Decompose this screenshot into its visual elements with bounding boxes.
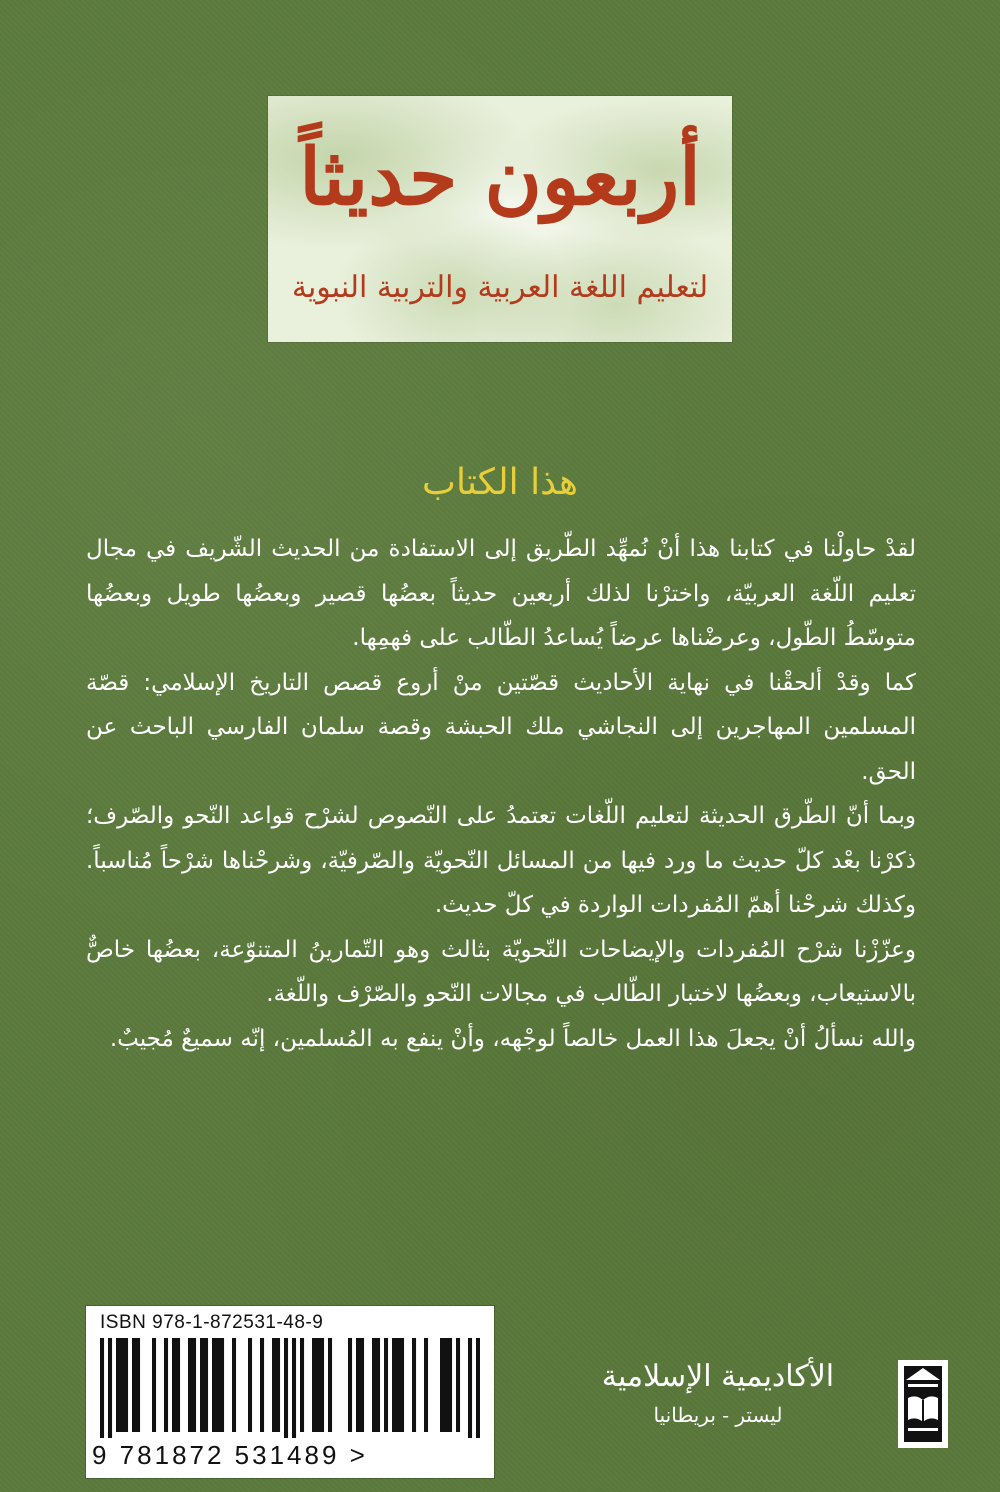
barcode-bar — [292, 1338, 296, 1438]
isbn-label: ISBN 978-1-872531-48-9 — [100, 1312, 324, 1333]
barcode-bar — [260, 1338, 264, 1432]
barcode-bar — [204, 1338, 208, 1432]
barcode-bar — [400, 1338, 404, 1432]
barcode-bar — [164, 1338, 168, 1432]
barcode-bar — [232, 1338, 236, 1432]
barcode-bar — [188, 1338, 192, 1432]
barcode-bar — [348, 1338, 352, 1432]
title-panel — [268, 96, 732, 342]
paragraph-1: لقدْ حاولْنا في كتابنا هذا أنْ نُمهِّد الطّريق إلى الاستفادة من الحديث الشّريف في مجال تعليم اللّغة العربيّة، واخترْنا لذلك أربعين حديثاً بعضُها قصير وبعضُها طويل وبعضُها متوسّطُ الطّول، وعرضْناها عرضاً يُساعدُ الطّالب على فهمِها. — [86, 536, 916, 651]
barcode-bar — [392, 1338, 396, 1432]
barcode-bar — [396, 1338, 400, 1432]
barcode-bar — [116, 1338, 120, 1432]
barcode-box — [86, 1306, 494, 1478]
barcode-bar — [132, 1338, 136, 1432]
barcode-bar — [444, 1338, 448, 1432]
barcode-bar — [328, 1338, 332, 1432]
barcode-bar — [276, 1338, 280, 1432]
publisher-block — [548, 1355, 888, 1465]
barcode-bar — [212, 1338, 216, 1432]
barcode-bar — [200, 1338, 204, 1432]
barcode-bars — [100, 1338, 480, 1438]
publisher-location: ليستر - بريطانيا — [653, 1403, 783, 1427]
barcode-bar — [272, 1338, 276, 1432]
barcode-bar — [172, 1338, 176, 1432]
barcode-bar — [376, 1338, 380, 1432]
paragraph-4: وعزّزْنا شرْح المُفردات والإيضاحات النّحويّة بثالث وهو التّمارينُ المتنوّعة، بعضُها خاصٌّ بالاستيعاب، وبعضُها لاختبار الطّالب في مجالات النّحو والصّرْف واللّغة. — [86, 936, 916, 1007]
barcode-bar — [192, 1338, 196, 1432]
barcode-bar — [448, 1338, 452, 1432]
barcode-bar — [216, 1338, 220, 1432]
barcode-bar — [372, 1338, 376, 1432]
book-subtitle: لتعليم اللغة العربية والتربية النبوية — [291, 270, 709, 305]
publisher-name: الأكاديمية الإسلامية — [601, 1359, 835, 1394]
paragraph-3: وبما أنّ الطّرق الحديثة لتعليم اللّغات تعتمدُ على النّصوص لشرْح قواعد النّحو والصّرف؛ ذكرْنا بعْد كلّ حديث ما ورد فيها من المسائل النّحويّة والصّرفيّة، وشرحْناها شرْحاً مُناسباً. وكذلك شرحْنا أهمّ المُفردات الواردة في كلّ حديث. — [86, 803, 916, 918]
section-heading: هذا الكتاب — [422, 462, 578, 503]
barcode-bar — [300, 1338, 304, 1432]
barcode-bar — [108, 1338, 112, 1438]
barcode-bar — [124, 1338, 128, 1432]
book-emblem-icon — [892, 1358, 954, 1450]
barcode-bar — [136, 1338, 140, 1432]
barcode-bar — [316, 1338, 320, 1432]
paragraph-5: والله نسألُ أنْ يجعلَ هذا العمل خالصاً لوجْهه، وأنْ ينفع به المُسلمين، إنّه سميعٌ مُجيبٌ. — [109, 1025, 916, 1052]
barcode-bar — [476, 1338, 480, 1438]
barcode-bar — [120, 1338, 124, 1432]
description-text — [86, 527, 916, 1061]
barcode-digits: 9 781872 531489 > — [92, 1440, 368, 1470]
barcode-bar — [284, 1338, 288, 1438]
barcode-bar — [220, 1338, 224, 1432]
barcode-bar — [100, 1338, 104, 1438]
barcode-bar — [384, 1338, 388, 1432]
barcode-bar — [248, 1338, 252, 1432]
barcode-bar — [356, 1338, 360, 1432]
barcode-bar — [312, 1338, 316, 1432]
book-title: أربعون حديثاً — [299, 132, 701, 223]
barcode-bar — [424, 1338, 428, 1432]
barcode-bar — [468, 1338, 472, 1438]
barcode-bar — [320, 1338, 324, 1432]
barcode-bar — [456, 1338, 460, 1432]
barcode-bar — [360, 1338, 364, 1432]
barcode-bar — [176, 1338, 180, 1432]
paragraph-2: كما وقدْ ألحقْنا في نهاية الأحاديث قصّتين منْ أروع قصص التاريخ الإسلامي: قصّة المسلمين المهاجرين إلى النجاشي ملك الحبشة وقصة سلمان الفارسي الباحث عن الحق. — [86, 669, 916, 785]
barcode-bar — [440, 1338, 444, 1432]
barcode-bar — [412, 1338, 416, 1432]
barcode-bar — [152, 1338, 156, 1432]
